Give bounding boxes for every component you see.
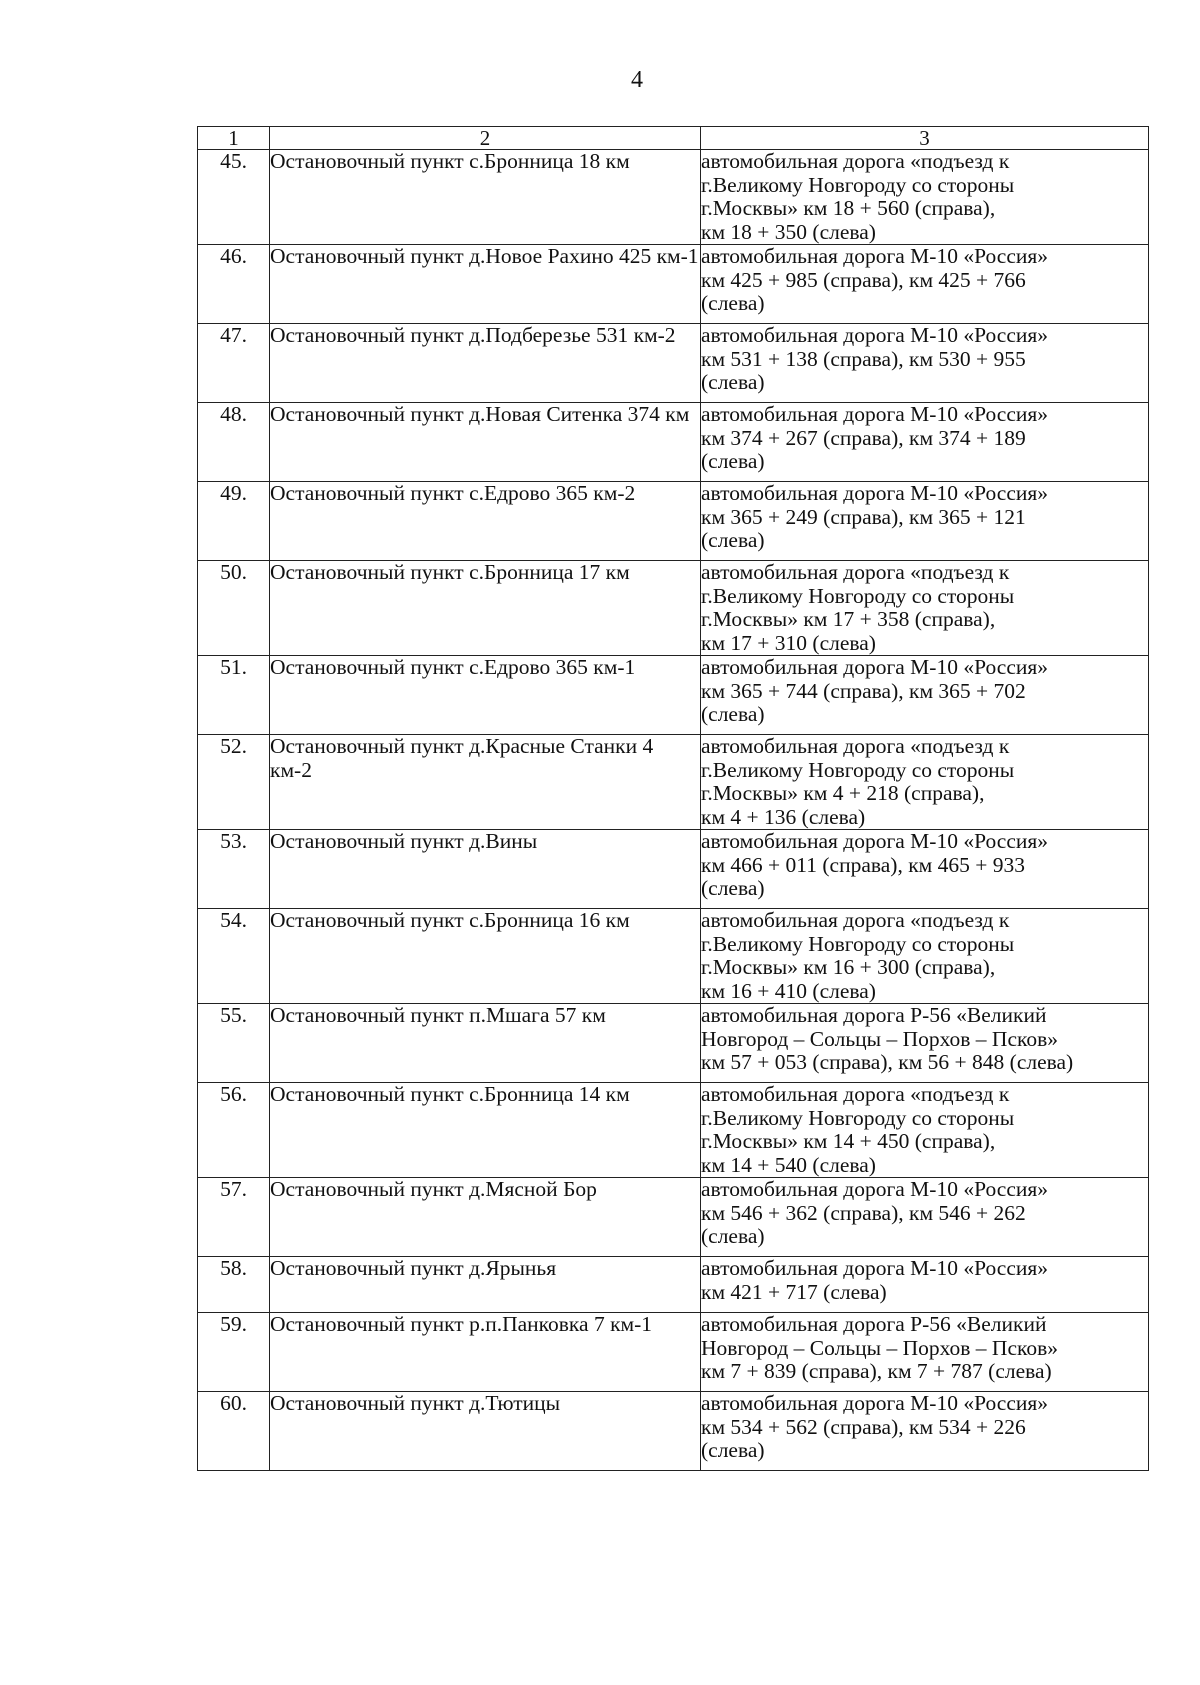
road-location-line: км 17 + 310 (слева) — [701, 630, 876, 655]
stop-name-cell: Остановочный пункт д.Ярынья — [270, 1257, 701, 1313]
road-location-line: км 534 + 562 (справа), км 534 + 226 — [701, 1414, 1026, 1439]
road-location-cell — [701, 1313, 1149, 1392]
table-row — [198, 403, 1149, 482]
road-location-cell — [701, 245, 1149, 324]
table-row — [198, 1313, 1149, 1392]
road-location-line: г.Великому Новгороду со стороны — [701, 757, 1015, 782]
road-location-line: (слева) — [701, 370, 765, 394]
road-location-line: г.Москвы» км 14 + 450 (справа), — [701, 1129, 996, 1153]
stop-name-cell: Остановочный пункт с.Бронница 18 км — [270, 150, 701, 245]
road-location-line: г.Великому Новгороду со стороны — [701, 583, 1015, 608]
stop-name-cell: Остановочный пункт д.Подберезье 531 км-2 — [270, 324, 701, 403]
row-number: 45. — [198, 150, 270, 245]
row-number: 48. — [198, 403, 270, 482]
table-row — [198, 1083, 1149, 1178]
road-location-line: г.Москвы» км 17 + 358 (справа), — [701, 607, 996, 631]
table-row — [198, 1004, 1149, 1083]
stop-name-cell: Остановочный пункт с.Бронница 16 км — [270, 909, 701, 1004]
road-location-line: (слева) — [701, 449, 765, 473]
stop-name-cell: Остановочный пункт д.Новое Рахино 425 км-1 — [270, 245, 701, 324]
column-header-number: 1 — [198, 127, 270, 150]
road-location-cell — [701, 1083, 1149, 1178]
row-number: 53. — [198, 830, 270, 909]
road-location-cell — [701, 656, 1149, 735]
row-number: 51. — [198, 656, 270, 735]
road-location-line: км 14 + 540 (слева) — [701, 1152, 876, 1177]
road-location-cell — [701, 1004, 1149, 1083]
road-location-line: (слева) — [701, 528, 765, 552]
road-location-line: (слева) — [701, 876, 765, 900]
table-header-row — [198, 127, 1149, 150]
road-location-line: автомобильная дорога М-10 «Россия» — [701, 402, 1049, 426]
road-location-line: км 7 + 839 (справа), км 7 + 787 (слева) — [701, 1359, 1052, 1383]
road-location-line: автомобильная дорога «подъезд к — [701, 908, 1010, 932]
road-location-cell — [701, 1392, 1149, 1471]
stop-name-cell: Остановочный пункт с.Едрово 365 км-2 — [270, 482, 701, 561]
road-location-line: автомобильная дорога М-10 «Россия» — [701, 481, 1049, 505]
road-location-line: автомобильная дорога М-10 «Россия» — [701, 244, 1049, 268]
road-location-cell — [701, 735, 1149, 830]
table-row — [198, 1257, 1149, 1313]
road-location-line: (слева) — [701, 702, 765, 726]
stop-name-cell: Остановочный пункт р.п.Панковка 7 км-1 — [270, 1313, 701, 1392]
road-location-line: Новгород – Сольцы – Порхов – Псков» — [701, 1335, 1059, 1360]
row-number: 58. — [198, 1257, 270, 1313]
road-location-line: км 374 + 267 (справа), км 374 + 189 — [701, 425, 1026, 450]
road-location-line: км 365 + 744 (справа), км 365 + 702 — [701, 678, 1026, 703]
bus-stops-table — [197, 126, 1149, 1471]
road-location-line: км 4 + 136 (слева) — [701, 804, 866, 829]
column-header-stop-name: 2 — [270, 127, 701, 150]
road-location-cell — [701, 561, 1149, 656]
stop-name-cell: Остановочный пункт с.Едрово 365 км-1 — [270, 656, 701, 735]
road-location-line: автомобильная дорога «подъезд к — [701, 560, 1010, 584]
stop-name-cell: Остановочный пункт с.Бронница 17 км — [270, 561, 701, 656]
road-location-line: автомобильная дорога М-10 «Россия» — [701, 1391, 1049, 1415]
table-row — [198, 561, 1149, 656]
column-header-road-location: 3 — [701, 127, 1149, 150]
road-location-line: км 425 + 985 (справа), км 425 + 766 — [701, 267, 1026, 292]
road-location-line: км 365 + 249 (справа), км 365 + 121 — [701, 504, 1026, 529]
table-row — [198, 1178, 1149, 1257]
page-number: 4 — [631, 67, 643, 93]
row-number: 52. — [198, 735, 270, 830]
road-location-line: (слева) — [701, 291, 765, 315]
road-location-line: км 546 + 362 (справа), км 546 + 262 — [701, 1200, 1026, 1225]
table-row — [198, 482, 1149, 561]
road-location-line: г.Великому Новгороду со стороны — [701, 172, 1015, 197]
road-location-line: автомобильная дорога Р-56 «Великий — [701, 1003, 1047, 1027]
road-location-line: км 466 + 011 (справа), км 465 + 933 — [701, 852, 1026, 877]
road-location-line: автомобильная дорога М-10 «Россия» — [701, 1177, 1049, 1201]
road-location-line: автомобильная дорога М-10 «Россия» — [701, 1256, 1049, 1280]
row-number: 55. — [198, 1004, 270, 1083]
road-location-line: г.Москвы» км 16 + 300 (справа), — [701, 955, 996, 979]
road-location-cell — [701, 403, 1149, 482]
road-location-line: км 18 + 350 (слева) — [701, 219, 876, 244]
row-number: 50. — [198, 561, 270, 656]
road-location-line: (слева) — [701, 1224, 765, 1248]
road-location-line: автомобильная дорога Р-56 «Великий — [701, 1312, 1047, 1336]
road-location-line: км 57 + 053 (справа), км 56 + 848 (слева) — [701, 1050, 1074, 1074]
road-location-line: г.Москвы» км 18 + 560 (справа), — [701, 196, 996, 220]
road-location-cell — [701, 150, 1149, 245]
table-row — [198, 245, 1149, 324]
table-row — [198, 830, 1149, 909]
table-row — [198, 150, 1149, 245]
road-location-line: км 421 + 717 (слева) — [701, 1279, 887, 1304]
road-location-line: км 16 + 410 (слева) — [701, 978, 876, 1003]
row-number: 54. — [198, 909, 270, 1004]
road-location-cell — [701, 1178, 1149, 1257]
road-location-line: Новгород – Сольцы – Порхов – Псков» — [701, 1026, 1059, 1051]
road-location-line: автомобильная дорога «подъезд к — [701, 149, 1010, 173]
row-number: 47. — [198, 324, 270, 403]
road-location-cell — [701, 482, 1149, 561]
table-row — [198, 735, 1149, 830]
row-number: 49. — [198, 482, 270, 561]
stop-name-cell: Остановочный пункт д.Тютицы — [270, 1392, 701, 1471]
road-location-line: автомобильная дорога «подъезд к — [701, 734, 1010, 758]
stop-name-cell: Остановочный пункт п.Мшага 57 км — [270, 1004, 701, 1083]
stop-name-cell: Остановочный пункт д.Новая Ситенка 374 км — [270, 403, 701, 482]
road-location-line: автомобильная дорога М-10 «Россия» — [701, 323, 1049, 347]
road-location-cell — [701, 1257, 1149, 1313]
road-location-line: г.Великому Новгороду со стороны — [701, 931, 1015, 956]
row-number: 57. — [198, 1178, 270, 1257]
road-location-cell — [701, 324, 1149, 403]
table-row — [198, 909, 1149, 1004]
road-location-line: автомобильная дорога М-10 «Россия» — [701, 655, 1049, 679]
stop-name-cell: Остановочный пункт д.Мясной Бор — [270, 1178, 701, 1257]
row-number: 60. — [198, 1392, 270, 1471]
road-location-line: автомобильная дорога «подъезд к — [701, 1082, 1010, 1106]
road-location-line: г.Москвы» км 4 + 218 (справа), — [701, 781, 985, 805]
table-row — [198, 324, 1149, 403]
table-row — [198, 656, 1149, 735]
road-location-line: км 531 + 138 (справа), км 530 + 955 — [701, 346, 1026, 371]
stop-name-cell: Остановочный пункт с.Бронница 14 км — [270, 1083, 701, 1178]
road-location-line: автомобильная дорога М-10 «Россия» — [701, 829, 1049, 853]
row-number: 56. — [198, 1083, 270, 1178]
table-row — [198, 1392, 1149, 1471]
road-location-line: (слева) — [701, 1438, 765, 1462]
stop-name-cell: Остановочный пункт д.Красные Станки 4 км-2 — [270, 735, 701, 830]
road-location-line: г.Великому Новгороду со стороны — [701, 1105, 1015, 1130]
row-number: 59. — [198, 1313, 270, 1392]
road-location-cell — [701, 909, 1149, 1004]
road-location-cell — [701, 830, 1149, 909]
row-number: 46. — [198, 245, 270, 324]
stop-name-cell: Остановочный пункт д.Вины — [270, 830, 701, 909]
